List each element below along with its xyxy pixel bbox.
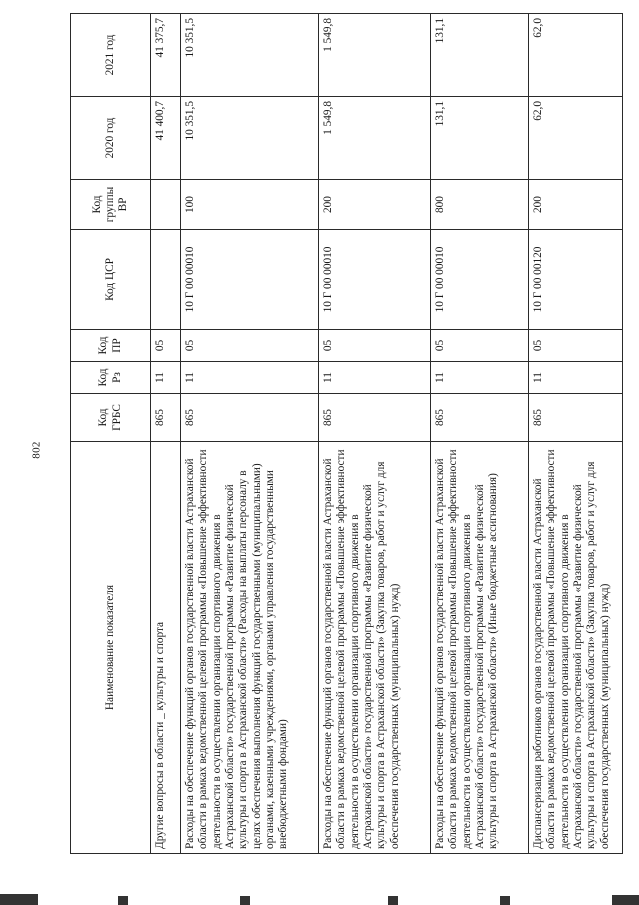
cell-pr: 05 bbox=[529, 330, 623, 362]
scan-mark bbox=[500, 896, 510, 905]
cell-rz: 11 bbox=[431, 362, 529, 394]
table-row bbox=[181, 14, 319, 854]
cell-rz: 11 bbox=[529, 362, 623, 394]
cell-pr: 05 bbox=[181, 330, 319, 362]
table-header-row bbox=[71, 14, 151, 854]
cell-grbs: 865 bbox=[151, 394, 181, 442]
header-grbs: Код ГРБС bbox=[71, 394, 151, 442]
cell-name: Расходы на обеспечение функций органов государственной власти Астраханской области в рамках ведомственной целевой программы «Повышение эффективности деятельности в осуществлении организации спортивного движения в Астраханской области» государственной программы «Развитие физической культуры и спорта в Астраханской области» (Иные бюджетные ассигнования) bbox=[431, 442, 529, 854]
cell-2020: 62,0 bbox=[529, 97, 623, 180]
header-name: Наименование показателя bbox=[71, 442, 151, 854]
cell-vr bbox=[151, 180, 181, 230]
page-number: 802 bbox=[30, 441, 43, 459]
cell-grbs: 865 bbox=[319, 394, 431, 442]
cell-rz: 11 bbox=[319, 362, 431, 394]
scan-edge-marks bbox=[0, 894, 639, 905]
scan-mark bbox=[388, 896, 398, 905]
budget-table-frame bbox=[70, 14, 622, 854]
header-rz: Код Рз bbox=[71, 362, 151, 394]
scan-mark bbox=[0, 894, 38, 905]
cell-csr: 10 Г 00 00120 bbox=[529, 230, 623, 330]
table-row bbox=[319, 14, 431, 854]
cell-2020: 131,1 bbox=[431, 97, 529, 180]
cell-name: Другие вопросы в области _ культуры и спорта bbox=[151, 442, 181, 854]
cell-grbs: 865 bbox=[431, 394, 529, 442]
cell-2021: 131,1 bbox=[431, 14, 529, 97]
cell-2021: 1 549,8 bbox=[319, 14, 431, 97]
header-vr: Код группы ВР bbox=[71, 180, 151, 230]
cell-vr: 100 bbox=[181, 180, 319, 230]
cell-rz: 11 bbox=[181, 362, 319, 394]
cell-name: Расходы на обеспечение функций органов государственной власти Астраханской области в рамках ведомственной целевой программы «Повышение эффективности деятельности в осуществлении организации спортивного движения в Астраханской области» государственной программы «Развитие физической культуры и спорта в Астраханской области» (Закупка товаров, работ и услуг для обеспечения государственных (муниципальных) нужд) bbox=[319, 442, 431, 854]
scan-mark bbox=[118, 896, 128, 905]
cell-2021: 10 351,5 bbox=[181, 14, 319, 97]
cell-2021: 41 375,7 bbox=[151, 14, 181, 97]
cell-2020: 1 549,8 bbox=[319, 97, 431, 180]
header-2021: 2021 год bbox=[71, 14, 151, 97]
cell-grbs: 865 bbox=[529, 394, 623, 442]
table-row bbox=[151, 14, 181, 854]
cell-2021: 62,0 bbox=[529, 14, 623, 97]
header-2020: 2020 год bbox=[71, 97, 151, 180]
cell-vr: 200 bbox=[529, 180, 623, 230]
cell-csr bbox=[151, 230, 181, 330]
cell-vr: 800 bbox=[431, 180, 529, 230]
cell-pr: 05 bbox=[431, 330, 529, 362]
scan-mark bbox=[612, 895, 639, 905]
cell-pr: 05 bbox=[319, 330, 431, 362]
cell-pr: 05 bbox=[151, 330, 181, 362]
cell-csr: 10 Г 00 00010 bbox=[181, 230, 319, 330]
cell-grbs: 865 bbox=[181, 394, 319, 442]
header-pr: Код ПР bbox=[71, 330, 151, 362]
header-csr: Код ЦСР bbox=[71, 230, 151, 330]
cell-csr: 10 Г 00 00010 bbox=[431, 230, 529, 330]
table-row bbox=[529, 14, 623, 854]
table-row bbox=[431, 14, 529, 854]
cell-name: Расходы на обеспечение функций органов государственной власти Астраханской области в рамках ведомственной целевой программы «Повышение эффективности деятельности в осуществлении организации спортивного движения в Астраханской области» государственной программы «Развитие физической культуры и спорта в Астраханской области» (Расходы на выплаты персоналу в целях обеспечения выполнения функций государственными (муниципальными) органами, казенными учреждениями, органами управления государственными внебюджетными фондами) bbox=[181, 442, 319, 854]
cell-name: Диспансеризация работников органов государственной власти Астраханской области в рамках ведомственной целевой программы «Повышение эффективности деятельности в осуществлении организации спортивного движения в Астраханской области» государственной программы «Развитие физической культуры и спорта в Астраханской области» (Закупка товаров, работ и услуг для обеспечения государственных (муниципальных) нужд) bbox=[529, 442, 623, 854]
budget-table bbox=[70, 13, 623, 854]
cell-2020: 41 400,7 bbox=[151, 97, 181, 180]
cell-2020: 10 351,5 bbox=[181, 97, 319, 180]
cell-rz: 11 bbox=[151, 362, 181, 394]
cell-vr: 200 bbox=[319, 180, 431, 230]
cell-csr: 10 Г 00 00010 bbox=[319, 230, 431, 330]
scan-mark bbox=[240, 896, 250, 905]
